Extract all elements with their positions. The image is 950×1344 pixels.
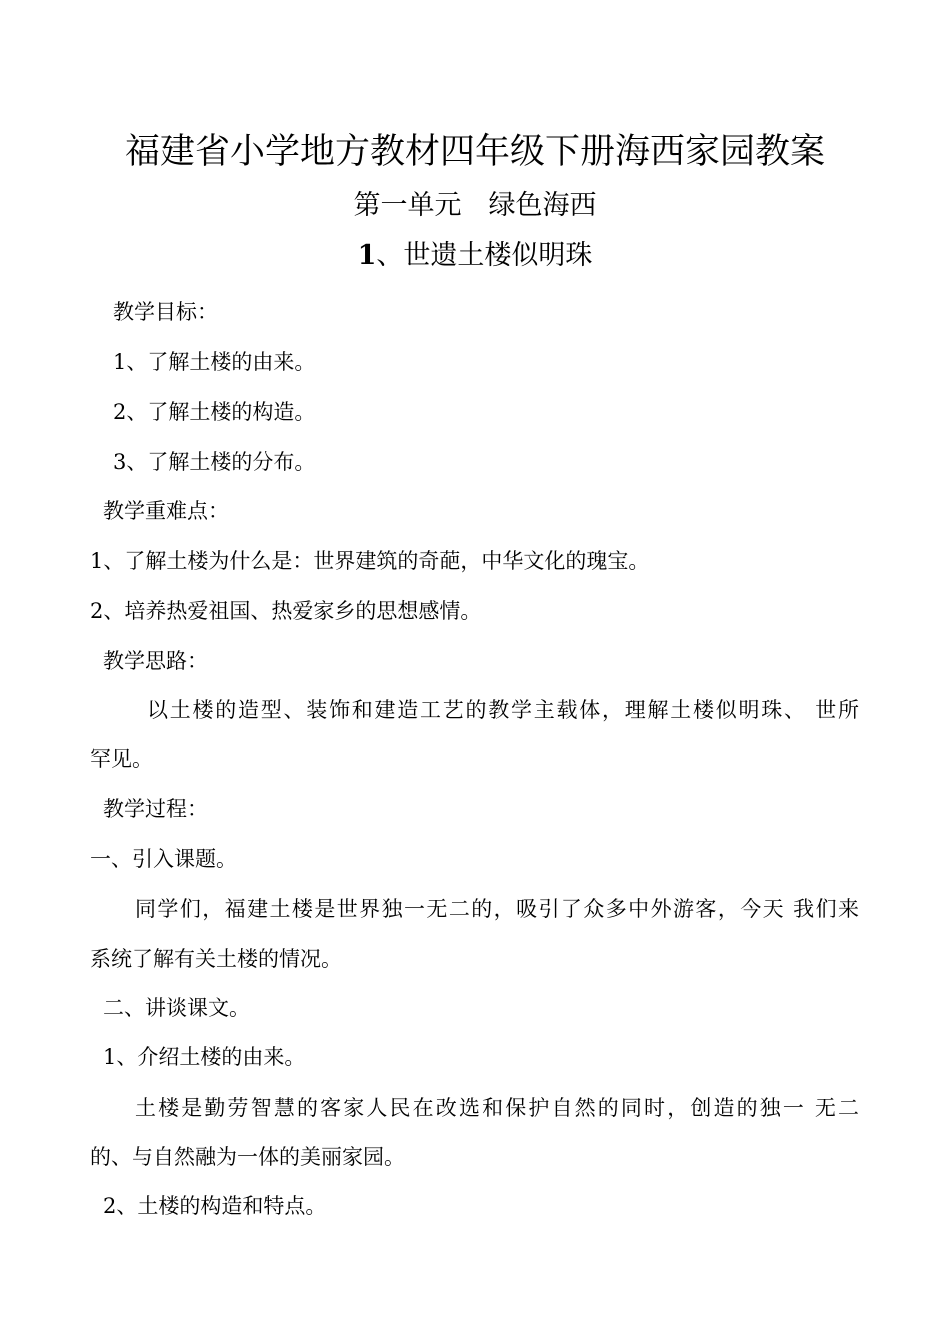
subsection-2: 2、土楼的构造和特点。 — [103, 1194, 327, 1218]
document-title: 福建省小学地方教材四年级下册海西家园教案 — [124, 132, 825, 172]
lesson-title: 、世遗土楼似明珠 — [376, 240, 593, 271]
unit-heading: 第一单元 绿色海西 — [353, 190, 597, 221]
section-1-paragraph-line-1: 同学们，福建土楼是世界独一无二的，吸引了众多中外游客，今天 我们来 — [135, 897, 859, 921]
lesson-heading — [0, 238, 950, 274]
approach-paragraph-line-1: 以土楼的造型、装饰和建造工艺的教学主载体，理解土楼似明珠、 世所 — [147, 698, 859, 722]
approach-heading: 教学思路： — [103, 649, 208, 673]
approach-paragraph-line-2: 罕见。 — [90, 747, 153, 771]
process-heading: 教学过程： — [103, 797, 208, 821]
goals-heading: 教学目标： — [113, 300, 218, 324]
subsection-1-paragraph-line-2: 的、与自然融为一体的美丽家园。 — [90, 1145, 405, 1169]
process-section-2: 二、讲谈课文。 — [103, 996, 250, 1020]
subsection-1-paragraph-line-1: 土楼是勤劳智慧的客家人民在改选和保护自然的同时，创造的独一 无二 — [135, 1096, 859, 1120]
goal-item-1: 1、了解土楼的由来。 — [113, 350, 316, 374]
lesson-number: 1 — [357, 240, 377, 271]
key-point-item-2: 2、培养热爱祖国、热爱家乡的思想感情。 — [90, 599, 482, 623]
key-points-heading: 教学重难点： — [103, 499, 229, 523]
subsection-1: 1、介绍土楼的由来。 — [103, 1045, 306, 1069]
goal-item-3: 3、了解土楼的分布。 — [113, 450, 316, 474]
section-1-paragraph-line-2: 系统了解有关土楼的情况。 — [90, 947, 342, 971]
process-section-1: 一、引入课题。 — [90, 847, 237, 871]
goal-item-2: 2、了解土楼的构造。 — [113, 400, 316, 424]
key-point-item-1: 1、了解土楼为什么是：世界建筑的奇葩，中华文化的瑰宝。 — [90, 549, 650, 573]
